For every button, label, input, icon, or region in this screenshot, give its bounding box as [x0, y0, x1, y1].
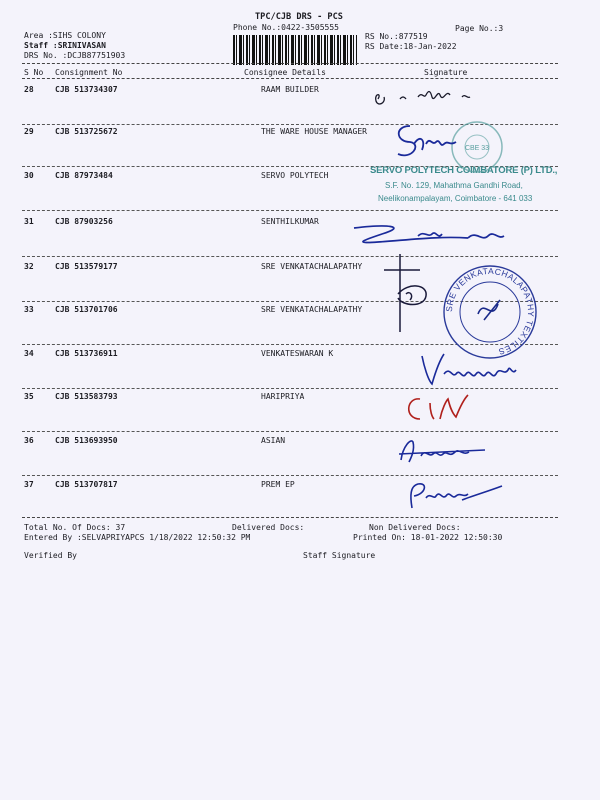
- row-sno: 34: [24, 349, 34, 358]
- rs-date: RS Date:18-Jan-2022: [365, 42, 457, 51]
- rs-number: RS No.:877519: [365, 32, 428, 41]
- signature-row-31: [348, 222, 518, 248]
- signature-row-34: [418, 350, 548, 390]
- row-consignee: SRE VENKATACHALAPATHY: [261, 262, 363, 271]
- signature-row-36: [395, 436, 495, 472]
- row-sno: 36: [24, 436, 34, 445]
- row-sno: 31: [24, 217, 34, 226]
- row-consignee: THE WARE HOUSE MANAGER: [261, 127, 367, 136]
- row-consignee: PREM EP: [261, 480, 295, 489]
- signature-row-35: [402, 393, 482, 427]
- table-row: [0, 171, 600, 215]
- staff-field: Staff :SRINIVASAN: [24, 41, 106, 50]
- signature-row-37: [402, 478, 512, 514]
- divider: [22, 78, 558, 79]
- row-consignment-no: CJB 513707817: [55, 480, 118, 489]
- col-header-consignment: Consignment No: [55, 68, 123, 77]
- col-header-signature: Signature: [424, 68, 468, 77]
- report-title: TPC/CJB DRS - PCS: [255, 12, 343, 22]
- row-sno: 33: [24, 305, 34, 314]
- signature-row-32-33: [380, 250, 440, 340]
- row-consignment-no: CJB 87973484: [55, 171, 113, 180]
- row-sno: 28: [24, 85, 34, 94]
- verified-by: Verified By: [24, 551, 77, 560]
- textiles-seal-icon: [440, 262, 540, 362]
- row-divider: [22, 475, 558, 476]
- signature-row-28: [370, 85, 520, 115]
- row-sno: 35: [24, 392, 34, 401]
- page-number: Page No.:3: [455, 24, 504, 33]
- row-sno: 29: [24, 127, 34, 136]
- round-seal-center: CBE 33: [464, 145, 490, 152]
- seal-text: SRE VENKATACHALAPATHY TEXTILES: [443, 265, 537, 358]
- divider: [22, 517, 558, 518]
- row-consignment-no: CJB 513725672: [55, 127, 118, 136]
- table-row: [0, 392, 600, 436]
- row-consignee: ASIAN: [261, 436, 286, 445]
- row-divider: [22, 431, 558, 432]
- row-divider: [22, 210, 558, 211]
- printed-on: Printed On: 18-01-2022 12:50:30: [353, 533, 503, 542]
- row-consignee: SRE VENKATACHALAPATHY: [261, 305, 363, 314]
- row-consignment-no: CJB 513734307: [55, 85, 118, 94]
- table-row: [0, 436, 600, 480]
- col-header-consignee: Consignee Details: [244, 68, 326, 77]
- row-consignment-no: CJB 513736911: [55, 349, 118, 358]
- row-consignment-no: CJB 513701706: [55, 305, 118, 314]
- row-divider: [22, 256, 558, 257]
- stamp-company-name: SERVO POLYTECH COIMBATORE (P) LTD.,: [370, 165, 558, 176]
- drs-number: DRS No. :DCJB87751903: [24, 51, 126, 60]
- row-consignment-no: CJB 87903256: [55, 217, 113, 226]
- row-consignment-no: CJB 513583793: [55, 392, 118, 401]
- total-docs: Total No. Of Docs: 37: [24, 523, 126, 532]
- col-header-sno: S No: [24, 68, 44, 77]
- stamp-address-line: Neelikonampalayam, Coimbatore - 641 033: [378, 194, 533, 203]
- row-consignee: SENTHILKUMAR: [261, 217, 319, 226]
- row-sno: 32: [24, 262, 34, 271]
- row-sno: 30: [24, 171, 34, 180]
- area-field: Area :SIHS COLONY: [24, 31, 106, 40]
- delivered-docs: Delivered Docs:: [232, 523, 305, 532]
- signature-row-29: [392, 118, 462, 166]
- row-consignee: SERVO POLYTECH: [261, 171, 329, 180]
- phone-number: Phone No.:0422-3505555: [233, 23, 339, 32]
- divider: [22, 63, 558, 64]
- row-consignment-no: CJB 513579177: [55, 262, 118, 271]
- staff-signature-label: Staff Signature: [303, 551, 376, 560]
- row-sno: 37: [24, 480, 34, 489]
- row-consignment-no: CJB 513693950: [55, 436, 118, 445]
- stamp-address-line: S.F. No. 129, Mahathma Gandhi Road,: [385, 181, 523, 190]
- row-consignee: HARIPRIYA: [261, 392, 305, 401]
- row-consignee: RAAM BUILDER: [261, 85, 319, 94]
- entered-by: Entered By :SELVAPRIYAPCS 1/18/2022 12:50:32 PM: [24, 533, 251, 542]
- non-delivered-docs: Non Delivered Docs:: [369, 523, 461, 532]
- row-consignee: VENKATESWARAN K: [261, 349, 334, 358]
- barcode: [233, 35, 357, 65]
